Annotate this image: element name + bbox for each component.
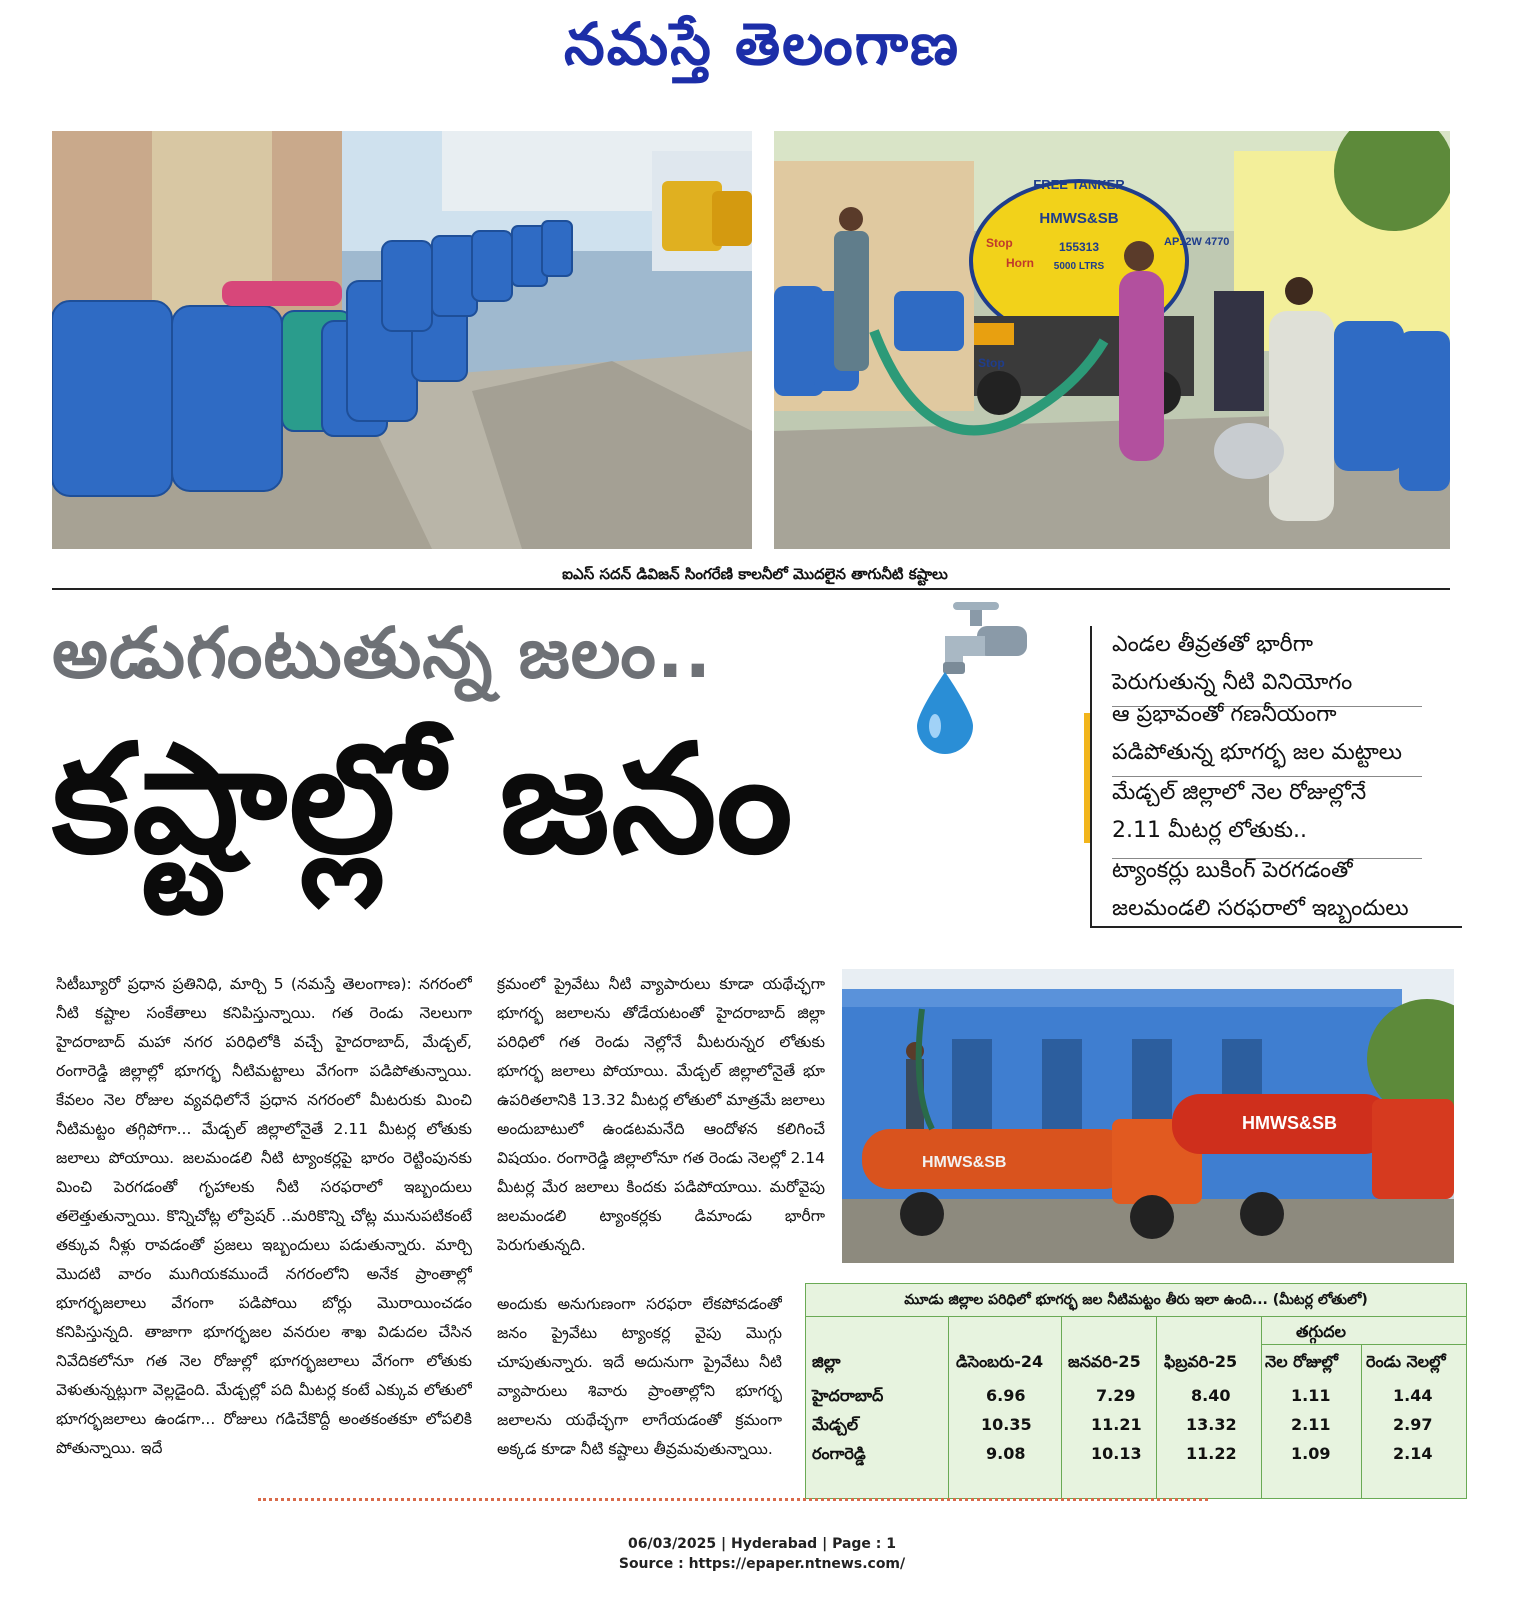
table-header-two-months: రెండు నెలల్లో [1366,1352,1446,1371]
article-column-2b [497,1290,782,1490]
footer-date-edition: 06/03/2025 | Hyderabad | Page : 1 [627,1536,897,1552]
tanker-label-stop-rear: Stop [978,356,1005,370]
subpoint-4-line2: జలమండలి సరఫరాలో ఇబ్బందులు [1112,896,1409,921]
table-cell: 2.14 [1393,1444,1433,1463]
table-divider [1061,1316,1062,1498]
table-divider [948,1316,949,1498]
tanker-label-stop: Stop [986,236,1013,250]
truck2-brand: HMWS&SB [1242,1113,1337,1133]
subpoint-3-line2: 2.11 మీటర్ల లోతుకు.. [1112,818,1308,843]
article-col2b-text: అందుకు అనుగుణంగా సరఫరా లేకపోవడంతో జనం ప్రైవేటు ట్యాంకర్ల వైపు మొగ్గు చూపుతున్నారు. ఇదే అదునుగా ప్రైవేటు నీటి వ్యాపారులు శివారు ప్రాంతాల్లోని భూగర్భ జలాలను యథేచ్ఛగా లాగేయడంతో క్రమంగా అక్కడ కూడా నీటి కష్టాలు తీవ్రమవుతున్నాయి. [497,1295,782,1458]
subpoint-2 [1112,696,1452,772]
article-col1-text: సిటీబ్యూరో ప్రధాన ప్రతినిధి, మార్చి 5 (నమస్తే తెలంగాణ): నగరంలో నీటి కష్టాల సంకేతాలు కనిపిస్తున్నాయి. గత రెండు నెలలుగా హైదరాబాద్ మహా నగర పరిధిలోకి వచ్చే హైదరాబాద్, మేడ్చల్, రంగారెడ్డి జిల్లాల్లో భూగర్భ నీటిమట్టాలు వేగంగా పడిపోతున్నాయి. కేవలం నెల రోజుల వ్యవధిలోనే ప్రధాన నగరంలో మీటరుకు మించి నీటిమట్టం తగ్గిపోగా... మేడ్చల్ జిల్లాలోనైతే 2.11 మీటర్ల లోతుకు జలాలు పోయాయి. జలమండలి నీటి ట్యాంకర్లపై భారం రెట్టింపునకు మించి పెరగడంతో గృహాలకు నీటి సరఫరాలో ఇబ్బందులు తలెత్తుతున్నాయి. కొన్నిచోట్ల లోప్రెషర్ ..మరికొన్ని చోట్ల మునుపటికంటే తక్కువ నీళ్లు రావడంతో ప్రజలు ఇబ్బందులు పడుతున్నారు. మార్చి మొదటి వారం ముగియకముందే నగరంలోని అనేక ప్రాంతాల్లో భూగర్భజలాలు వేగంగా పడిపోయి బోర్లు మొరాయించడం కనిపిస్తున్నది. తాజాగా భూగర్భజల వనరుల శాఖ విడుదల చేసిన నివేదికలోనూ గత నెల రోజుల్లో భూగర్భజలాలు వేగంగా లోతుకు వెళుతున్నట్లుగా వెల్లడైంది. మేడ్చల్లో పది మీటర్ల కంటే ఎక్కువ లోతులో భూగర్భజలాలు ఉండగా... రోజులు గడిచేకొద్దీ అంతకంతకూ లోపలికి పోతున్నాయి. ఇదే [56,975,472,1457]
table-cell: 7.29 [1096,1386,1136,1405]
table-cell: 1.44 [1393,1386,1433,1405]
table-divider [1261,1344,1466,1345]
photo-water-tankers [842,969,1454,1263]
table-title: మూడు జిల్లాల పరిధిలో భూగర్భ జల నీటిమట్టం తీరు ఇలా ఉంది... (మీటర్ల లోతులో) [806,1284,1466,1317]
subpoint-1-line1: ఎండల తీవ్రతతో భారీగా [1112,632,1313,657]
tanker-label-plate: AP12W 4770 [1164,236,1230,248]
tanker-label-number: 155313 [1058,240,1100,254]
subpoint-4-line1: ట్యాంకర్లు బుకింగ్ పెరగడంతో [1112,858,1353,883]
tanker-label-capacity: 5000 LTRS [1053,261,1105,272]
table-cell: 8.40 [1191,1386,1231,1405]
table-divider [1361,1344,1362,1498]
subpoint-3-line1: మేడ్చల్ జిల్లాలో నెల రోజుల్లోనే [1112,780,1367,805]
table-cell: 6.96 [986,1386,1026,1405]
table-header-jan: జనవరి-25 [1068,1352,1141,1371]
article-col2-text: క్రమంలో ప్రైవేటు నీటి వ్యాపారులు కూడా యథేచ్ఛగా భూగర్భ జలాలను తోడేయటంతో హైదరాబాద్ జిల్లా పరిధిలో గత రెండు నెల్లోనే మీటరున్నర లోతుకు భూగర్భ జలాలు పోయాయి. మేడ్చల్ జిల్లాలోనైతే భూ ఉపరితలానికి 13.32 మీటర్ల లోతులో మాత్రమే జలాలు అందుబాటులో ఉండటమనేది ఆందోళన కలిగించే విషయం. రంగారెడ్డి జిల్లాలోనూ గత రెండు నెలల్లో 2.14 మీటర్ల మేర జలాలు కిందకు పడిపోయాయి. మరోవైపు జలమండలి ట్యాంకర్లకు డిమాండు భారీగా పెరుగుతున్నది. [497,975,825,1254]
photo-caption: ఐఎస్ సదన్ డివిజన్ సింగరేణి కాలనీలో మొదలైన తాగునీటి కష్టాలు [562,565,948,583]
article-column-2 [497,970,825,1282]
table-header-one-month: నెల రోజుల్లో [1265,1352,1338,1371]
headline-line1: అడుగంటుతున్న జలం.. [52,612,713,694]
photo-water-drums [52,131,752,549]
table-header-feb: ఫిబ్రవరి-25 [1164,1352,1238,1371]
caption-divider [52,588,1450,590]
table-cell: 11.21 [1091,1415,1142,1434]
article-column-1 [56,970,472,1490]
table-cell: రంగారెడ్డి [812,1444,866,1463]
table-cell: 11.22 [1186,1444,1237,1463]
headline-line2: కష్టాల్లో జనం [52,713,795,887]
table-cell: 10.35 [981,1415,1032,1434]
subpoint-4 [1112,852,1452,928]
subpoint-1 [1112,626,1452,702]
table-header-district: జిల్లా [812,1352,841,1371]
table-cell: 10.13 [1091,1444,1142,1463]
tanker-label-horn: Horn [1006,256,1034,270]
table-header-dec: డిసెంబరు-24 [956,1352,1044,1371]
table-divider [1156,1316,1157,1498]
tanker-label-free: FREE TANKER [1033,177,1125,192]
table-cell: 9.08 [986,1444,1026,1463]
water-droplet-icon [915,672,975,754]
table-cell: 1.11 [1291,1386,1331,1405]
subpoint-2-line1: ఆ ప్రభావంతో గణనీయంగా [1112,702,1337,727]
subpoint-2-line2: పడిపోతున్న భూగర్భ జల మట్టాలు [1112,740,1402,765]
tanker-label-brand: HMWS&SB [1039,210,1119,227]
truck1-brand: HMWS&SB [922,1154,1007,1171]
subpoint-1-line2: పెరుగుతున్న నీటి వినియోగం [1112,670,1353,695]
newspaper-masthead: నమస్తే తెలంగాణ [564,10,960,78]
dotted-divider [258,1498,1208,1501]
table-cell: 13.32 [1186,1415,1237,1434]
table-cell: మేడ్చల్ [812,1415,859,1434]
table-cell: 2.97 [1393,1415,1433,1434]
table-cell: 1.09 [1291,1444,1331,1463]
table-decrease-header: తగ్గుదల [1296,1322,1346,1341]
subpoint-3 [1112,774,1452,850]
subheadline-box [1090,626,1462,928]
groundwater-table [805,1283,1467,1499]
table-cell: హైదరాబాద్ [812,1386,884,1405]
footer-source: Source : https://epaper.ntnews.com/ [618,1556,906,1572]
photo-free-tanker [774,131,1450,549]
table-cell: 2.11 [1291,1415,1331,1434]
